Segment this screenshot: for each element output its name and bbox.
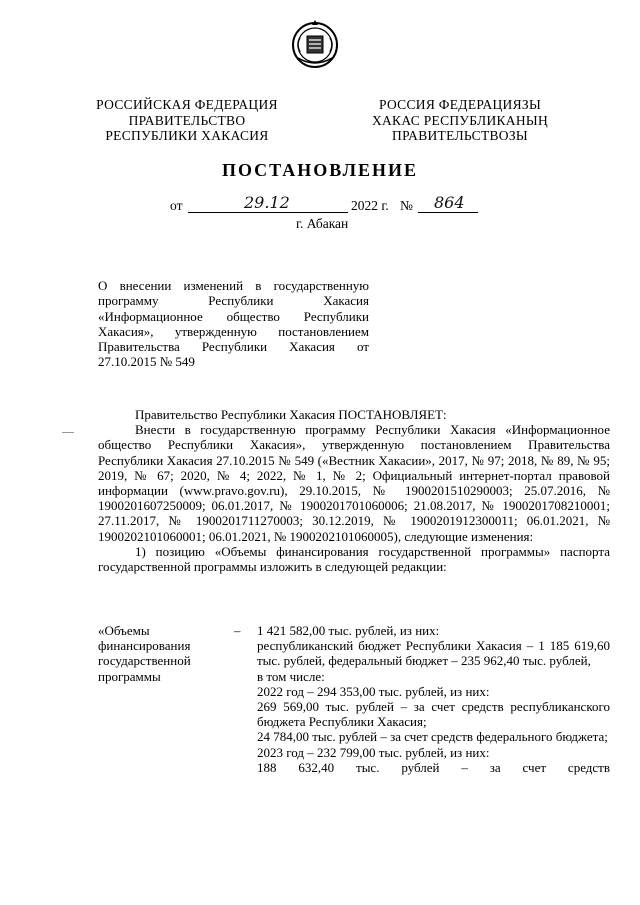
passport-line: 188 632,40 тыс. рублей – за счет средств [257,759,610,775]
header-left [92,97,282,144]
header-right-line: ПРАВИТЕЛЬСТВОЗЫ [392,128,528,143]
number-underline [418,212,478,213]
passport-line: 2023 год – 232 799,00 тыс. рублей, из них: [257,744,490,760]
document-body [98,407,610,574]
passport-line: 24 784,00 тыс. рублей – за счет средств федерального бюджета; [257,729,608,745]
coat-of-arms-emblem [290,18,340,70]
passport-values [257,623,610,775]
body-paragraph-1: Внести в государственную программу Республики Хакасия «Информационное общество Республики Хакасия», утвержденную постановлением Правительства Республики Хакасия 27.10.2015 № 549 («Вестник Хакасии», 2017, № 97; 2018, № 89, № 95; 2019, № 67; 2020, № 4; 2022, № 1, № 2; Официальный интернет-портал правовой информации (www.pravo.gov.ru), 29.10.2015, № 1900201510290003; 25.07.2016, № 1900201607250009; 06.01.2017, № 1900201701060006; 21.08.2017, № 1900201708210001; 27.11.2017, № 1900201711270003; 30.12.2019, № 1900201912300011; 06.01.2021, № 1900202101060001; 06.01.2021, № 1900202101060005), следующие изменения: [98,422,610,544]
body-lead: Правительство Республики Хакасия ПОСТАНОВЛЯЕТ: [135,407,447,422]
subject-text: О внесении изменений в государственную программу Республики Хакасия «Информационное общество Республики Хакасия», утвержденную постановлением Правительства Республики Хакасия от 27.10.2015 № 549 [98,278,369,370]
handwritten-number: 864 [434,193,465,212]
margin-mark [62,432,74,433]
date-number-line [170,193,490,216]
year-label: 2022 г. [351,198,389,213]
passport-line: 269 569,00 тыс. рублей – за счет средств республиканского бюджета Республики Хакасия; [257,699,610,730]
header-left-line: РОССИЙСКАЯ ФЕДЕРАЦИЯ [96,97,278,112]
header-right-line: ХАКАС РЕСПУБЛИКАНЫҢ [371,112,549,128]
header-left-line: ПРАВИТЕЛЬСТВО [128,112,246,128]
passport-line: 1 421 582,00 тыс. рублей, из них: [257,623,440,638]
passport-label: «Объемы финансирования государственной программы [98,623,191,684]
date-from-label: от [170,198,183,213]
passport-line: в том числе: [257,668,325,684]
document-title: ПОСТАНОВЛЕНИЕ [221,160,419,180]
header-right-line: РОССИЯ ФЕДЕРАЦИЯЗЫ [378,97,542,112]
city-label: г. Абакан [296,216,349,231]
passport-line: республиканский бюджет Республики Хакасия – 1 185 619,60 тыс. рублей, федеральный бюджет – 235 962,40 тыс. рублей, [257,638,610,669]
header-left-line: РЕСПУБЛИКИ ХАКАСИЯ [105,128,269,143]
date-underline [188,212,348,213]
passport-dash: – [234,623,241,638]
number-sign: № [400,198,413,213]
handwritten-date: 29.12 [244,193,290,212]
header-right [365,97,555,144]
body-paragraph-2: 1) позицию «Объемы финансирования государственной программы» паспорта государственной программы изложить в следующей редакции: [98,543,610,575]
passport-line: 2022 год – 294 353,00 тыс. рублей, из них: [257,683,490,699]
